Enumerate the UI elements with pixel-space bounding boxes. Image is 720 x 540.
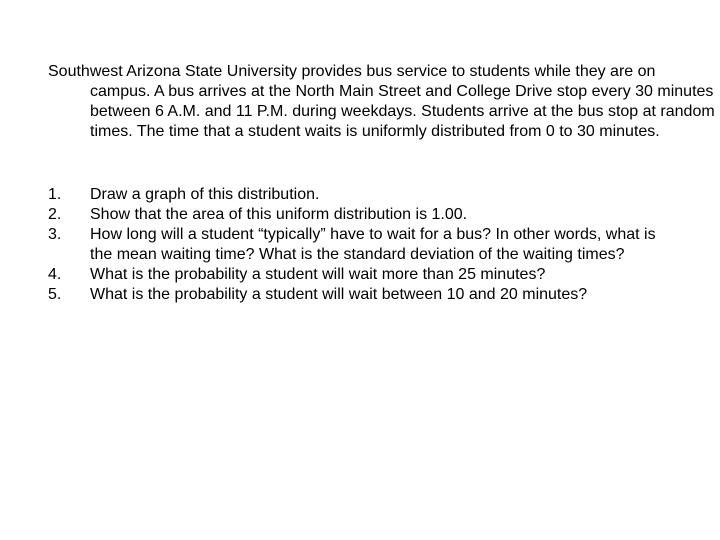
list-item xyxy=(48,285,678,305)
question-text: What is the probability a student will wait more than 25 minutes? xyxy=(90,266,546,283)
list-item xyxy=(48,265,678,285)
problem-statement: Southwest Arizona State University provides bus service to students while they are on campus. A bus arrives at the North Main Street and College Drive stop every 30 minutes between 6 A.M. and 11 P.M. during weekdays. Students arrive at the bus stop at random times. The time that a student waits is uniformly distributed from 0 to 30 minutes. xyxy=(48,63,715,140)
question-number: 4. xyxy=(48,266,62,283)
list-item xyxy=(48,205,678,225)
question-list xyxy=(48,185,678,305)
question-number: 2. xyxy=(48,206,62,223)
list-item xyxy=(48,225,678,265)
list-item xyxy=(48,185,678,205)
question-number: 1. xyxy=(48,186,62,203)
question-number: 3. xyxy=(48,226,62,243)
question-text: What is the probability a student will wait between 10 and 20 minutes? xyxy=(90,286,588,303)
question-number: 5. xyxy=(48,286,62,303)
question-text: Show that the area of this uniform distribution is 1.00. xyxy=(90,206,468,223)
question-text: How long will a student “typically” have to wait for a bus? In other words, what is the mean waiting time? What is the standard deviation of the waiting times? xyxy=(90,226,656,263)
question-text: Draw a graph of this distribution. xyxy=(90,186,320,203)
